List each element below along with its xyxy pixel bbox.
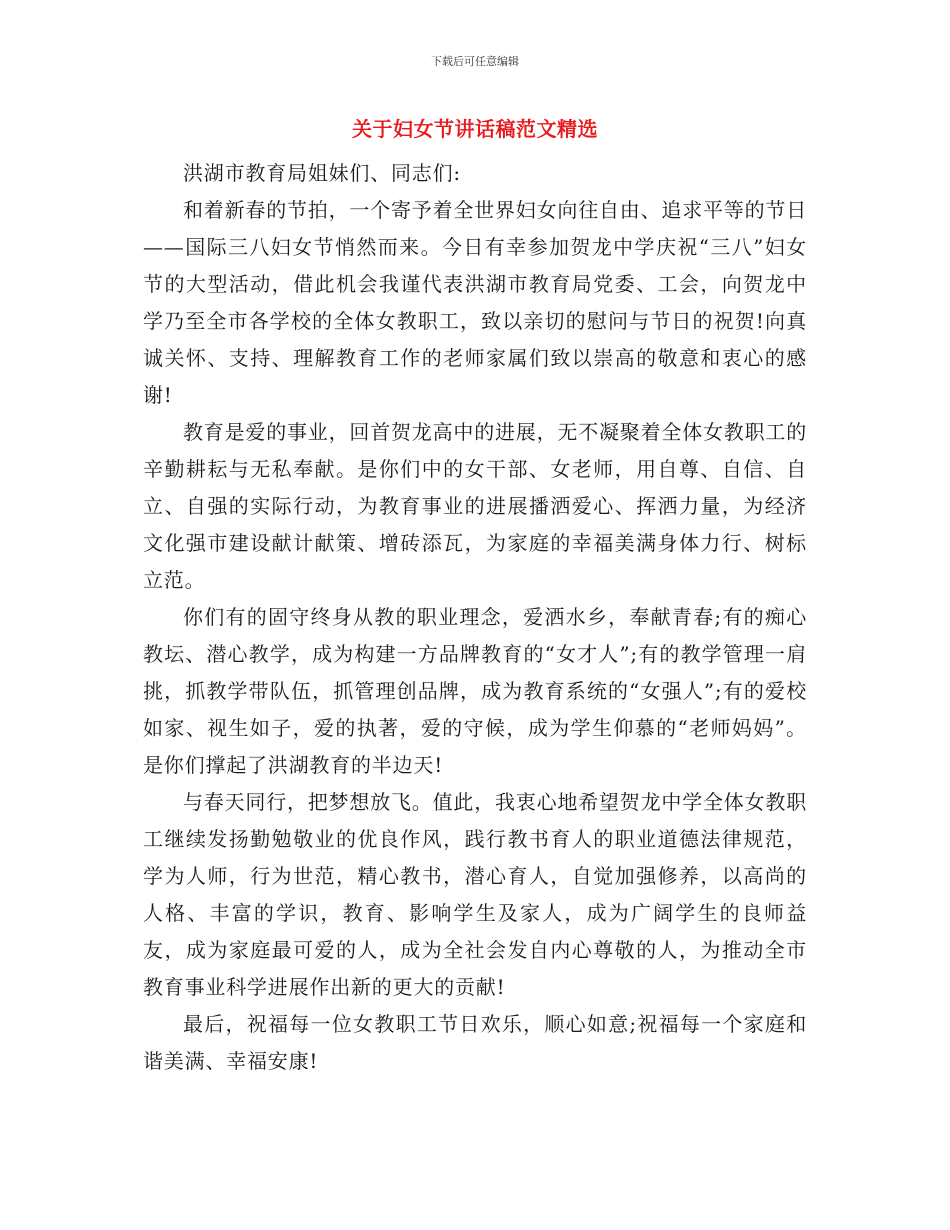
paragraph-1: 和着新春的节拍，一个寄予着全世界妇女向往自由、追求平等的节日——国际三八妇女节悄然而来。今日有幸参加贺龙中学庆祝“三八”妇女节的大型活动，借此机会我谨代表洪湖市教育局党委、工会，向贺龙中学乃至全市各学校的全体女教职工，致以亲切的慰问与节日的祝贺!向真诚关怀、支持、理解教育工作的老师家属们致以崇高的敬意和衷心的感谢! — [143, 198, 807, 407]
paragraph-2: 教育是爱的事业，回首贺龙高中的进展，无不凝聚着全体女教职工的辛勤耕耘与无私奉献。是你们中的女干部、女老师，用自尊、自信、自立、自强的实际行动，为教育事业的进展播洒爱心、挥洒力量，为经济文化强市建设献计献策、增砖添瓦，为家庭的幸福美满身体力行、树标立范。 — [143, 420, 807, 592]
page-header-note: 下载后可任意编辑 — [431, 55, 519, 68]
document-body — [143, 155, 807, 1080]
paragraph-3: 你们有的固守终身从教的职业理念，爱洒水乡，奉献青春;有的痴心教坛、潜心教学，成为构建一方品牌教育的“女才人”;有的教学管理一肩挑，抓教学带队伍，抓管理创品牌，成为教育系统的“女强人”;有的爱校如家、视生如子，爱的执著，爱的守候，成为学生仰慕的“老师妈妈”。是你们撑起了洪湖教育的半边天! — [143, 605, 807, 777]
document-title: 关于妇女节讲话稿范文精选 — [352, 117, 598, 141]
paragraph-4: 与春天同行，把梦想放飞。值此，我衷心地希望贺龙中学全体女教职工继续发扬勤勉敬业的优良作风，践行教书育人的职业道德法律规范，学为人师，行为世范，精心教书，潜心育人，自觉加强修养，以高尚的人格、丰富的学识，教育、影响学生及家人，成为广阔学生的良师益友，成为家庭最可爱的人，成为全社会发自内心尊敬的人，为推动全市教育事业科学进展作出新的更大的贡献! — [143, 790, 807, 999]
salutation: 洪湖市教育局姐妹们、同志们: — [183, 161, 461, 185]
paragraph-5: 最后，祝福每一位女教职工节日欢乐，顺心如意;祝福每一个家庭和谐美满、幸福安康! — [143, 1012, 807, 1073]
